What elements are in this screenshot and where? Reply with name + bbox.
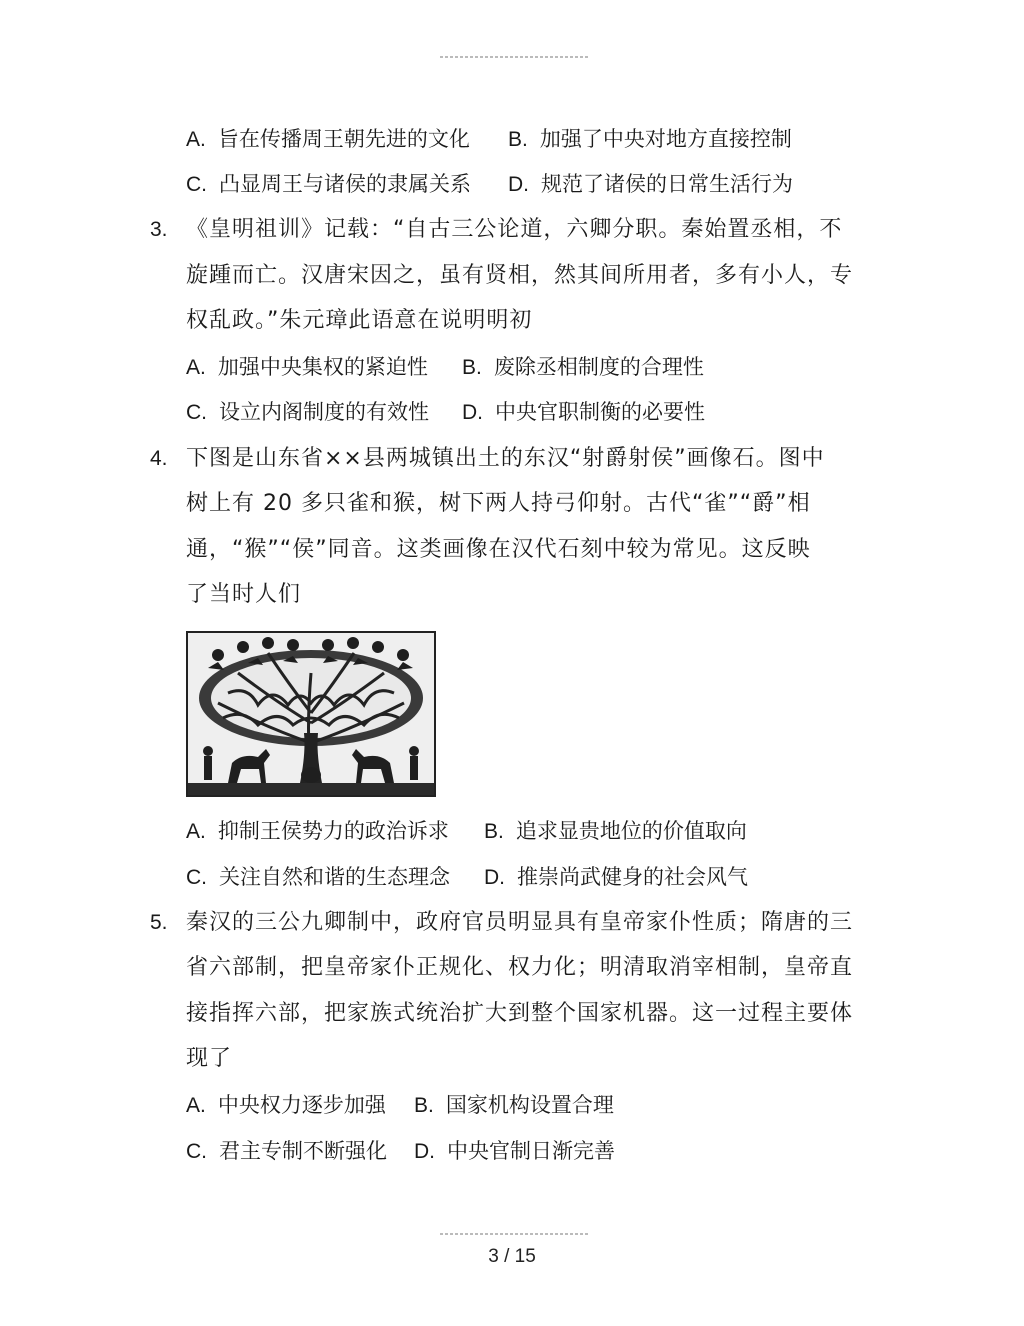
q4-stem-line-2: 树上有 20 多只雀和猴，树下两人持弓仰射。古代“雀”“爵”相 [186,491,811,516]
q3-option-d[interactable]: D. 中央官职制衡的必要性 [462,400,705,424]
q5-stem-line-1: 秦汉的三公九卿制中，政府官员明显具有皇帝家仆性质；隋唐的三 [186,910,854,935]
q5-number: 5. [150,911,168,934]
q3-stem-line-2: 旋踵而亡。汉唐宋因之，虽有贤相，然其间所用者，多有小人，专 [186,263,854,288]
q3-option-c[interactable]: C. 设立内阁制度的有效性 [186,400,429,424]
q5-stem-line-3: 接指挥六部，把家族式统治扩大到整个国家机器。这一过程主要体 [186,1001,854,1026]
q3-stem-line-1: 《皇明祖训》记载：“自古三公论道，六卿分职。秦始置丞相，不 [186,217,843,242]
q3-option-b[interactable]: B. 废除丞相制度的合理性 [462,355,704,379]
q3-number: 3. [150,218,168,241]
q4-option-a[interactable]: A. 抑制王侯势力的政治诉求 [186,819,449,843]
page-number: 3 / 15 [488,1246,536,1267]
stone-relief-image [186,631,436,797]
q4-stem-line-4: 了当时人们 [186,582,302,607]
q2-option-d[interactable]: D. 规范了诸侯的日常生活行为 [508,172,793,196]
q4-number: 4. [150,447,168,470]
q2-option-c[interactable]: C. 凸显周王与诸侯的隶属关系 [186,172,471,196]
q5-option-a[interactable]: A. 中央权力逐步加强 [186,1093,386,1117]
q5-option-c[interactable]: C. 君主专制不断强化 [186,1139,387,1163]
q4-option-d[interactable]: D. 推崇尚武健身的社会风气 [484,865,748,889]
q4-stem-line-3: 通，“猴”“侯”同音。这类画像在汉代石刻中较为常见。这反映 [186,537,811,562]
stone-relief-illustration [188,633,434,795]
q2-option-a[interactable]: A. 旨在传播周王朝先进的文化 [186,127,470,151]
q5-option-b[interactable]: B. 国家机构设置合理 [414,1093,614,1117]
q2-option-b[interactable]: B. 加强了中央对地方直接控制 [508,127,792,151]
q3-stem-line-3: 权乱政。”朱元璋此语意在说明明初 [186,308,533,333]
footer-rule [440,1233,590,1235]
q5-stem-line-4: 现了 [186,1046,233,1071]
q3-option-a[interactable]: A. 加强中央集权的紧迫性 [186,355,428,379]
q4-option-b[interactable]: B. 追求显贵地位的价值取向 [484,819,747,843]
q4-stem-line-1: 下图是山东省××县两城镇出土的东汉“射爵射侯”画像石。图中 [186,446,825,471]
q5-stem-line-2: 省六部制，把皇帝家仆正规化、权力化；明清取消宰相制，皇帝直 [186,955,854,980]
q4-option-c[interactable]: C. 关注自然和谐的生态理念 [186,865,450,889]
header-rule [440,56,590,58]
q5-option-d[interactable]: D. 中央官制日渐完善 [414,1139,615,1163]
